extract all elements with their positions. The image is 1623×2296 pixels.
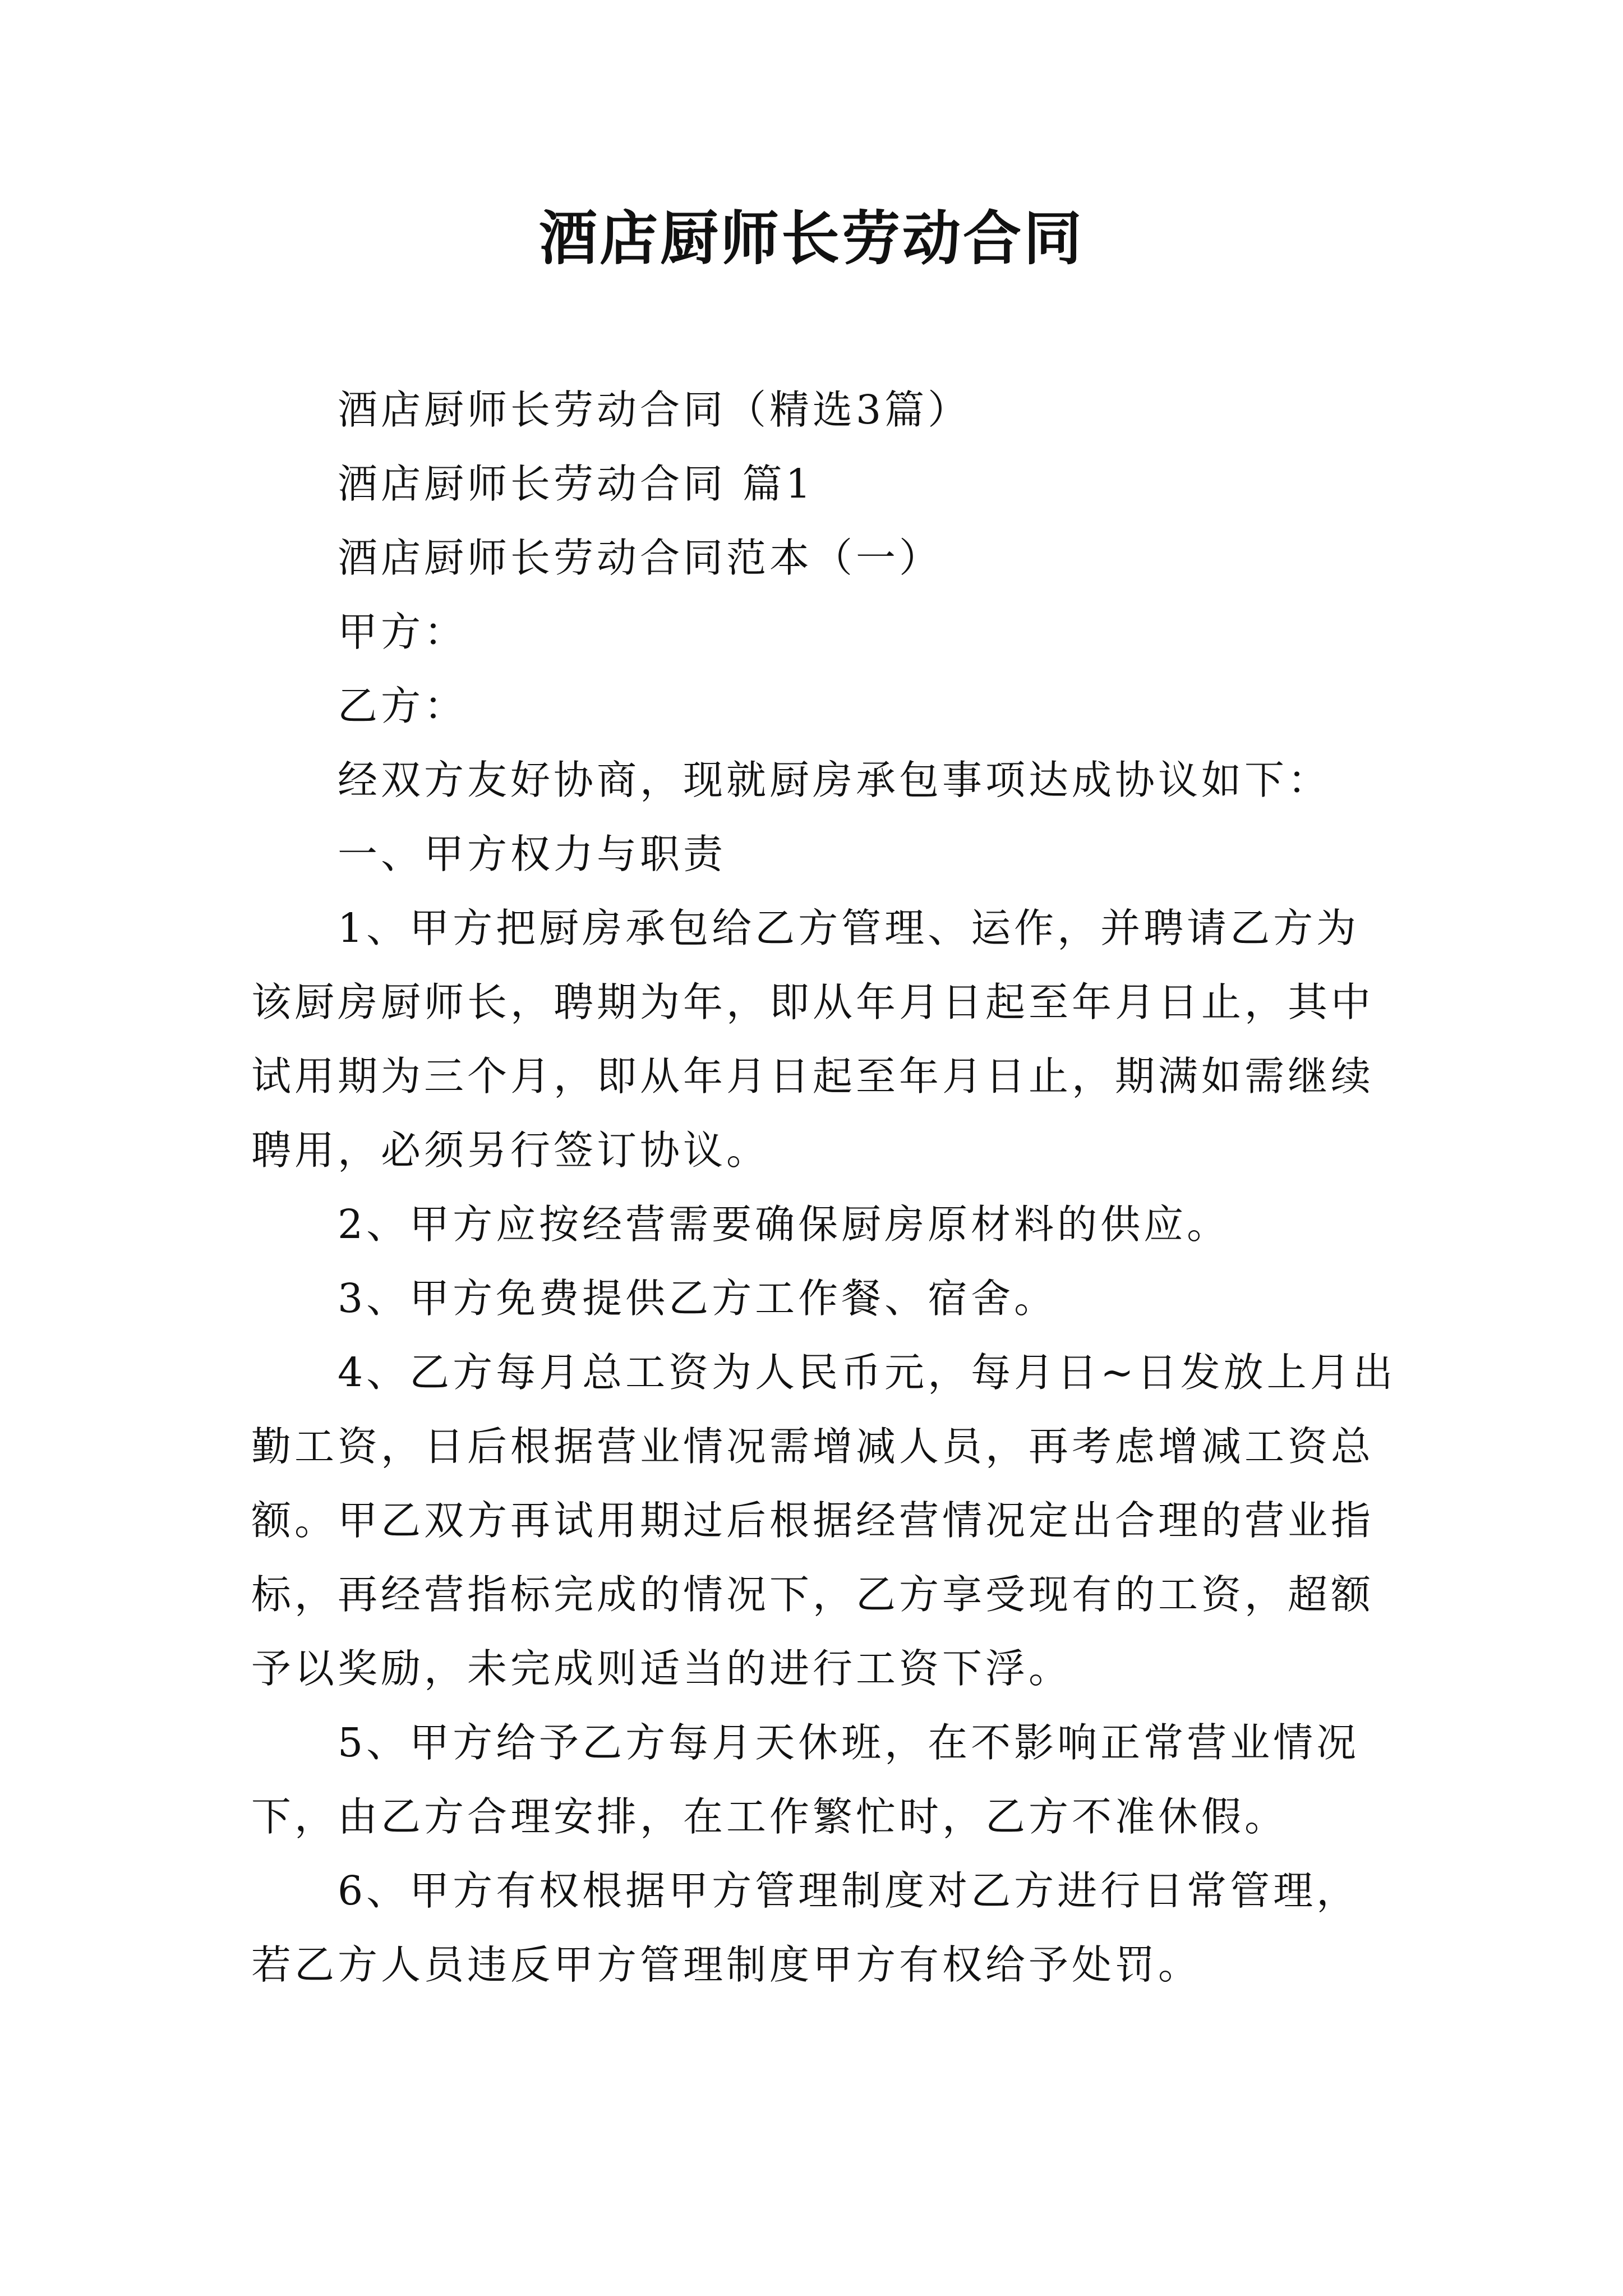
text-line: 6、甲方有权根据甲方管理制度对乙方进行日常管理， bbox=[338, 1867, 1360, 1914]
text-line: 若乙方人员违反甲方管理制度甲方有权给予处罚。 bbox=[251, 1941, 1202, 1988]
text-line: 标，再经营指标完成的情况下，乙方享受现有的工资，超额 bbox=[251, 1571, 1375, 1618]
text-line: 该厨房厨师长，聘期为年，即从年月日起至年月日止，其中 bbox=[251, 979, 1375, 1025]
text-line: 4、乙方每月总工资为人民币元，每月日~日发放上月出 bbox=[338, 1349, 1396, 1396]
text-line: 酒店厨师长劳动合同范本（一） bbox=[338, 535, 943, 581]
document-title: 酒店厨师长劳动合同 bbox=[538, 204, 1084, 273]
text-line: 聘用，必须另行签订协议。 bbox=[251, 1127, 770, 1174]
text-line: 一、甲方权力与职责 bbox=[338, 831, 727, 877]
text-line: 予以奖励，未完成则适当的进行工资下浮。 bbox=[251, 1645, 1072, 1692]
text-line: 3、甲方免费提供乙方工作餐、宿舍。 bbox=[338, 1275, 1058, 1322]
text-line: 5、甲方给予乙方每月天休班，在不影响正常营业情况 bbox=[338, 1719, 1360, 1766]
text-line: 下，由乙方合理安排，在工作繁忙时，乙方不准休假。 bbox=[251, 1793, 1288, 1840]
text-line: 乙方： bbox=[338, 683, 468, 729]
text-line: 酒店厨师长劳动合同 篇1 bbox=[338, 461, 814, 507]
text-line: 甲方： bbox=[338, 609, 468, 655]
text-line: 经双方友好协商，现就厨房承包事项达成协议如下： bbox=[338, 757, 1331, 803]
text-line: 酒店厨师长劳动合同（精选3篇） bbox=[338, 386, 971, 433]
text-line: 1、甲方把厨房承包给乙方管理、运作，并聘请乙方为 bbox=[338, 905, 1360, 951]
text-line: 额。甲乙双方再试用期过后根据经营情况定出合理的营业指 bbox=[251, 1497, 1375, 1544]
text-line: 试用期为三个月，即从年月日起至年月日止，期满如需继续 bbox=[251, 1053, 1375, 1099]
text-line: 2、甲方应按经营需要确保厨房原材料的供应。 bbox=[338, 1201, 1230, 1248]
document-body bbox=[251, 373, 1396, 2002]
text-line: 勤工资，日后根据营业情况需增减人员，再考虑增减工资总 bbox=[251, 1423, 1375, 1470]
